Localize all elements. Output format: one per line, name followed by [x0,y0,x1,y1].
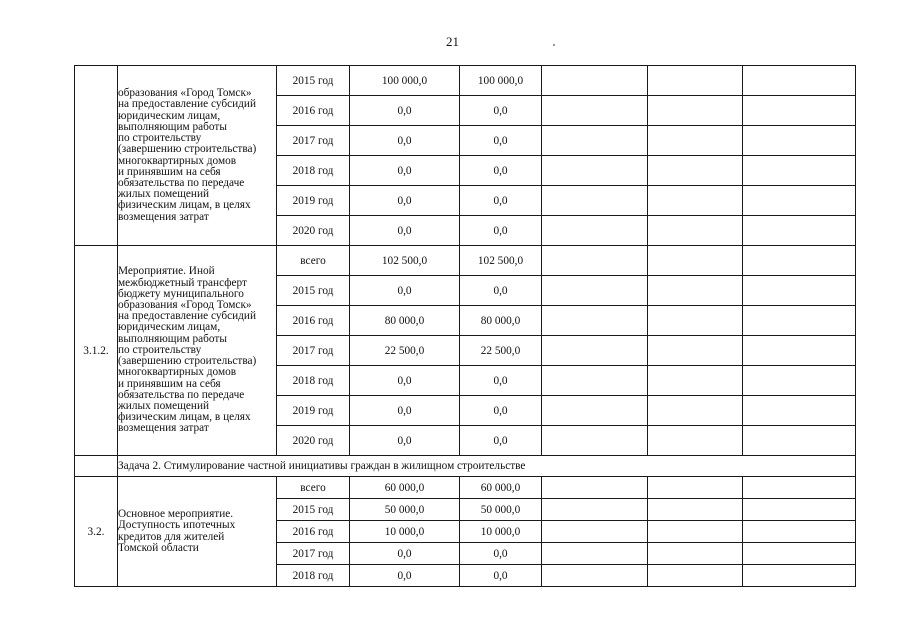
description-line: юридическим лицам, [118,109,221,122]
empty-cell [542,66,648,96]
period-cell: 2020 год [277,216,350,246]
table-row [75,477,856,499]
amount-cell: 0,0 [350,426,460,456]
empty-cell [743,477,856,499]
amount-cell: 100 000,0 [350,66,460,96]
description-line: возмещения затрат [118,210,209,223]
empty-cell [648,216,743,246]
description-line: межбюджетный трансферт [118,276,247,289]
amount-cell: 80 000,0 [460,306,542,336]
description-line: жилых помещений [118,399,210,412]
amount-cell: 0,0 [350,543,460,565]
item-number: 3.2. [75,477,118,587]
item-number: 3.1.2. [75,246,118,456]
empty-cell [648,521,743,543]
empty-cell [542,126,648,156]
empty-cell [743,126,856,156]
period-cell: 2017 год [277,126,350,156]
empty-cell [743,96,856,126]
amount-cell: 10 000,0 [350,521,460,543]
period-cell: 2020 год [277,426,350,456]
empty-cell [743,66,856,96]
empty-cell [648,565,743,587]
description-line: многоквартирных домов [118,366,237,379]
empty-cell [648,396,743,426]
amount-cell: 100 000,0 [460,66,542,96]
amount-cell: 0,0 [460,543,542,565]
description-line: выполняющим работы [118,332,227,345]
empty-cell [542,186,648,216]
empty-cell [542,216,648,246]
empty-cell [542,396,648,426]
empty-cell [648,499,743,521]
description-line: многоквартирных домов [118,154,237,167]
period-cell: 2016 год [277,521,350,543]
amount-cell: 0,0 [460,216,542,246]
period-cell: всего [277,246,350,276]
description-line: (завершению строительства) [118,355,257,368]
empty-cell [648,186,743,216]
empty-cell [648,156,743,186]
description-line: на предоставление субсидий [118,310,257,323]
empty-cell [542,276,648,306]
empty-cell [743,565,856,587]
amount-cell: 102 500,0 [460,246,542,276]
description-line: (завершению строительства) [118,143,257,156]
description-line: образования «Город Томск» [118,87,252,100]
empty-cell [648,126,743,156]
amount-cell: 60 000,0 [350,477,460,499]
table-row [75,66,856,96]
budget-table [74,65,856,587]
empty-cell [648,543,743,565]
description-line: выполняющим работы [118,120,227,133]
empty-cell [648,96,743,126]
amount-cell: 0,0 [350,96,460,126]
description-line: Основное мероприятие. [118,508,234,521]
empty-cell [542,565,648,587]
amount-cell: 102 500,0 [350,246,460,276]
empty-cell [743,276,856,306]
task-row [75,456,856,477]
period-cell: 2017 год [277,543,350,565]
period-cell: 2018 год [277,366,350,396]
amount-cell: 0,0 [460,396,542,426]
empty-cell [743,336,856,366]
amount-cell: 0,0 [460,96,542,126]
table-row [75,246,856,276]
amount-cell: 22 500,0 [350,336,460,366]
empty-cell [743,216,856,246]
empty-cell [75,456,118,477]
description-line: обязательства по передаче [118,388,245,401]
amount-cell: 0,0 [350,565,460,587]
item-description [118,66,277,246]
period-cell: 2017 год [277,336,350,366]
amount-cell: 0,0 [460,366,542,396]
period-cell: 2015 год [277,66,350,96]
amount-cell: 0,0 [460,565,542,587]
item-description [118,477,277,587]
description-line: образования «Город Томск» [118,299,252,312]
description-line: Доступность ипотечных [118,519,236,532]
empty-cell [743,366,856,396]
description-line: жилых помещений [118,188,210,201]
amount-cell: 50 000,0 [350,499,460,521]
description-line: бюджету муниципального [118,287,244,300]
amount-cell: 0,0 [350,126,460,156]
description-line: кредитов для жителей [118,530,225,543]
description-line: физическим лицам, в целях [118,411,251,424]
empty-cell [743,426,856,456]
description-line: и принявшим на себя [118,377,221,390]
empty-cell [648,276,743,306]
table-body [75,66,856,587]
item-number [75,66,118,246]
empty-cell [542,156,648,186]
amount-cell: 60 000,0 [460,477,542,499]
empty-cell [542,477,648,499]
empty-cell [542,336,648,366]
period-cell: 2016 год [277,306,350,336]
amount-cell: 0,0 [350,366,460,396]
period-cell: 2016 год [277,96,350,126]
empty-cell [648,246,743,276]
empty-cell [743,246,856,276]
empty-cell [648,477,743,499]
empty-cell [542,543,648,565]
amount-cell: 22 500,0 [460,336,542,366]
amount-cell: 80 000,0 [350,306,460,336]
description-line: обязательства по передаче [118,176,245,189]
description-line: юридическим лицам, [118,321,221,334]
amount-cell: 50 000,0 [460,499,542,521]
amount-cell: 0,0 [460,186,542,216]
empty-cell [542,96,648,126]
empty-cell [743,521,856,543]
period-cell: 2015 год [277,499,350,521]
description-line: и принявшим на себя [118,165,221,178]
empty-cell [743,156,856,186]
empty-cell [542,521,648,543]
period-cell: 2019 год [277,396,350,426]
empty-cell [542,366,648,396]
empty-cell [743,499,856,521]
amount-cell: 10 000,0 [460,521,542,543]
amount-cell: 0,0 [350,216,460,246]
description-line: физическим лицам, в целях [118,199,251,212]
period-cell: 2019 год [277,186,350,216]
period-cell: 2018 год [277,565,350,587]
period-cell: всего [277,477,350,499]
amount-cell: 0,0 [350,186,460,216]
description-line: возмещения затрат [118,422,209,435]
description-line: по строительству [118,132,202,145]
page-number: 21 [446,34,459,49]
empty-cell [648,306,743,336]
empty-cell [743,186,856,216]
empty-cell [743,396,856,426]
period-cell: 2018 год [277,156,350,186]
empty-cell [542,426,648,456]
amount-cell: 0,0 [460,126,542,156]
amount-cell: 0,0 [460,156,542,186]
empty-cell [743,543,856,565]
empty-cell [542,246,648,276]
amount-cell: 0,0 [350,396,460,426]
empty-cell [743,306,856,336]
empty-cell [542,499,648,521]
amount-cell: 0,0 [350,276,460,306]
task-heading: Задача 2. Стимулирование частной инициативы граждан в жилищном строительстве [118,456,856,477]
amount-cell: 0,0 [460,276,542,306]
empty-cell [648,426,743,456]
empty-cell [648,366,743,396]
description-line: по строительству [118,343,202,356]
period-cell: 2015 год [277,276,350,306]
description-line: Томской области [118,541,199,554]
empty-cell [648,66,743,96]
description-line: на предоставление субсидий [118,98,257,111]
empty-cell [542,306,648,336]
item-description [118,246,277,456]
amount-cell: 0,0 [460,426,542,456]
amount-cell: 0,0 [350,156,460,186]
description-line: Мероприятие. Иной [118,265,215,278]
empty-cell [648,336,743,366]
scan-dot [553,44,555,46]
